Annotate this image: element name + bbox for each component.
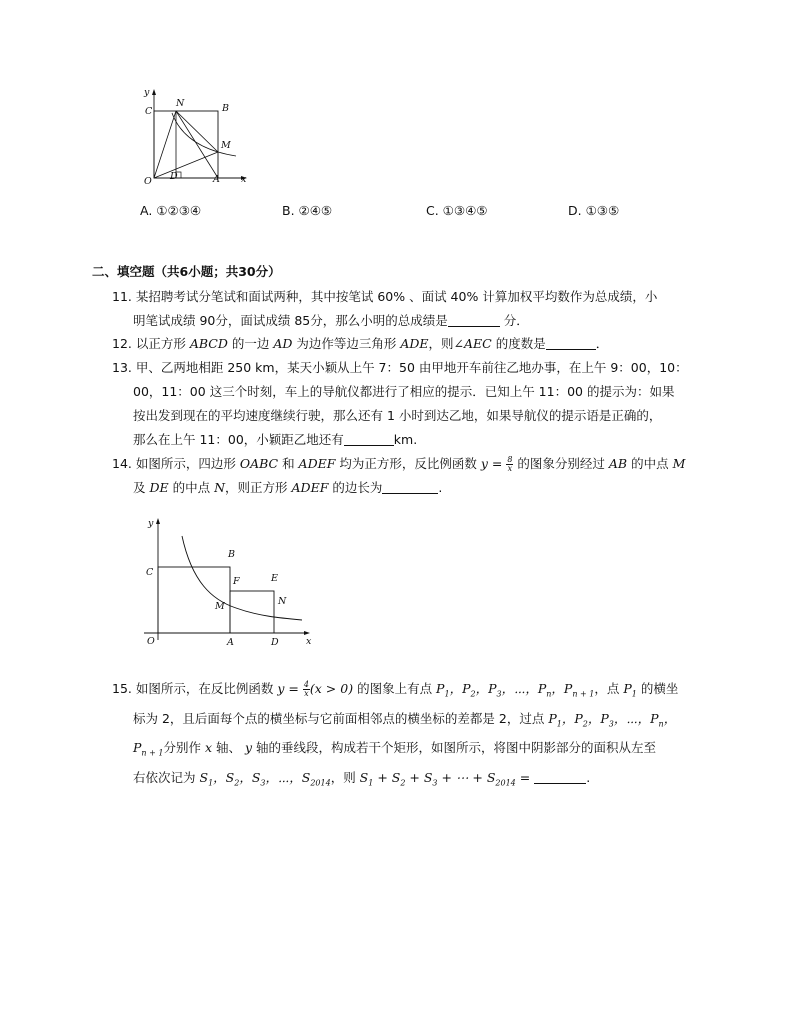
q15-t1: 15. 如图所示，在反比例函数 [112, 681, 278, 696]
option-a[interactable]: A. ①②③④ [140, 203, 202, 218]
label-b: B [222, 103, 229, 114]
q12-text-1: 12. 以正方形 [112, 336, 190, 351]
answer-blank-12[interactable] [546, 335, 596, 350]
q15-t8: 轴的垂线段，构成若干个矩形，如图所示，将图中阴影部分的面积从左至 [252, 740, 656, 755]
segment-nm [176, 111, 218, 152]
label-b: B [228, 549, 235, 560]
q14-de: DE [149, 480, 169, 495]
q15-line-3 [112, 736, 678, 766]
q14-t10: . [438, 480, 443, 495]
question-13 [112, 356, 688, 452]
label-n: N [176, 98, 185, 109]
q14-den: x [507, 464, 513, 473]
q14-t2: 和 [278, 456, 299, 471]
q11-unit: 分． [499, 313, 529, 328]
q13-line-3: 按出发到现在的平均速度继续行驶，那么还有 1 小时到达乙地，如果导航仪的提示语是正确的， [133, 408, 662, 423]
figure-square-diagram [140, 86, 255, 186]
y-axis-arrow [152, 89, 156, 95]
answer-blank-11[interactable] [448, 312, 500, 327]
q15-p1: $P_1$ [623, 681, 637, 699]
inverse-function-curve [182, 536, 302, 620]
q14-t6: 及 [133, 480, 150, 495]
label-f: F [233, 576, 240, 587]
q12-ad: AD [273, 336, 293, 351]
label-y: y [148, 518, 154, 529]
q12-text-3: 为边作等边三角形 [292, 336, 401, 351]
q11-line-2 [112, 309, 657, 333]
y-axis-arrow [156, 518, 160, 524]
q13-line-2: 00，11：00 这三个时刻，车上的导航仪都进行了相应的提示．已知上午 11：00 的提示为：如果 [133, 384, 675, 399]
q12-ade: ADE [400, 336, 429, 351]
q14-oabc: OABC [239, 456, 279, 471]
q14-t4: 的图象分别经过 [513, 456, 609, 471]
q15-t6: 分别作 [163, 740, 205, 755]
label-d: D [170, 171, 178, 182]
label-y: y [144, 87, 150, 98]
q15-t3: ，点 [594, 681, 624, 696]
q14-num: 8 [507, 455, 513, 464]
q15-t10: ，则 [330, 769, 360, 785]
question-11 [112, 285, 657, 333]
label-o: O [144, 176, 152, 186]
q14-ab: AB [608, 456, 628, 471]
q15-line-2 [112, 707, 678, 737]
label-x: x [241, 174, 247, 185]
q14-t8: ，则正方形 [225, 480, 292, 495]
segment-on [154, 111, 176, 178]
label-c: C [145, 106, 153, 117]
q14-t5: 的中点 [627, 456, 673, 471]
q14-n: N [214, 480, 226, 495]
label-x: x [306, 636, 312, 647]
q15-y: y [277, 681, 285, 696]
x-axis-arrow [304, 631, 310, 635]
q15-yaxis: y [244, 740, 253, 755]
option-d[interactable]: D. ①③⑤ [568, 203, 620, 218]
q15-s-sum: $S_1 + S_2 + S_3$ + ⋯ + $S_{2014}$ [359, 769, 516, 787]
q14-line-2 [112, 476, 685, 500]
q14-t7: 的中点 [168, 480, 215, 495]
segment-na [176, 111, 218, 178]
q14-t3: 均为正方形，反比例函数 [335, 456, 481, 471]
q14-t1: 14. 如图所示，四边形 [112, 456, 240, 471]
q15-num: 4 [303, 680, 309, 689]
question-12 [112, 332, 608, 356]
q14-line-1 [112, 452, 685, 476]
q15-x: x [204, 740, 212, 755]
q14-adef: ADEF [298, 456, 336, 471]
answer-blank-14[interactable] [382, 479, 438, 494]
label-c: C [146, 567, 154, 578]
q12-text-6: ． [595, 336, 609, 351]
label-a: A [213, 174, 220, 185]
answer-blank-13[interactable] [344, 431, 394, 446]
segment-om [154, 152, 218, 178]
q15-points-2: $P_1$，$P_2$，$P_3$，⋯，$P_n$， [548, 710, 677, 728]
q13-line-4 [112, 428, 688, 452]
q14-eq: = [487, 456, 507, 471]
label-o: O [147, 636, 155, 647]
q15-t5: 标为 2，且后面每个点的横坐标与它前面相邻点的横坐标的差都是 2，过点 [133, 710, 549, 726]
label-e: E [271, 573, 278, 584]
label-n: N [278, 596, 287, 607]
q15-t9: 右依次记为 [133, 769, 200, 785]
q14-t9: 的边长为 [328, 480, 383, 495]
label-m: M [221, 140, 231, 151]
q12-aec: ∠AEC [453, 336, 492, 351]
q15-t11: = [515, 769, 535, 785]
q15-den: x [304, 689, 309, 698]
q12-text-5: 的度数是 [491, 336, 546, 351]
q12-text-2: 的一边 [227, 336, 274, 351]
q15-pn1: $P_{n + 1}$ [133, 740, 164, 758]
label-d: D [271, 637, 279, 648]
q15-cond: (x > 0) [309, 681, 354, 696]
q15-t12: . [586, 769, 591, 785]
option-b[interactable]: B. ②④⑤ [282, 203, 333, 218]
q14-m: M [672, 456, 686, 471]
q10-options [140, 203, 680, 219]
section-title: 二、填空题（共6小题；共30分） [92, 264, 281, 279]
q15-t4: 的横坐 [636, 681, 679, 696]
q15-fraction [303, 681, 310, 698]
q12-abcd: ABCD [189, 336, 228, 351]
q15-points: $P_1$，$P_2$，$P_3$，⋯，$P_n$，$P_{n + 1}$ [436, 681, 595, 699]
label-m: M [215, 601, 225, 612]
q15-line-1 [112, 677, 678, 707]
question-15 [112, 677, 678, 795]
q13-unit: km. [393, 432, 418, 447]
q15-t7: 轴、 [212, 740, 245, 755]
square-adef [230, 591, 274, 633]
question-14 [112, 452, 685, 500]
q13-text: 那么在上午 11：00，小颖距乙地还有 [133, 432, 344, 447]
q11-line-1: 11. 某招聘考试分笔试和面试两种，其中按笔试 60% 、面试 40% 计算加权平均数作为总成绩，小 [112, 289, 658, 304]
q14-adef-2: ADEF [291, 480, 329, 495]
q12-text-4: ，则 [428, 336, 454, 351]
q15-eq: = [284, 681, 303, 696]
answer-blank-15[interactable] [534, 769, 586, 784]
label-a: A [227, 637, 234, 648]
q15-s-list: $S_1$，$S_2$，$S_3$，⋯，$S_{2014}$ [199, 769, 331, 787]
q14-y: y [480, 456, 488, 471]
figure-inverse-function-squares [140, 512, 320, 652]
q13-line-1: 13. 甲、乙两地相距 250 km，某天小颖从上午 7：50 由甲地开车前往乙地办事，在上午 9：00，10： [112, 360, 688, 375]
q15-t2: 的图象上有点 [353, 681, 437, 696]
q11-text: 明笔试成绩 90分，面试成绩 85分，那么小明的总成绩是 [133, 313, 448, 328]
option-c[interactable]: C. ①③④⑤ [426, 203, 488, 218]
q15-line-4 [112, 766, 678, 796]
